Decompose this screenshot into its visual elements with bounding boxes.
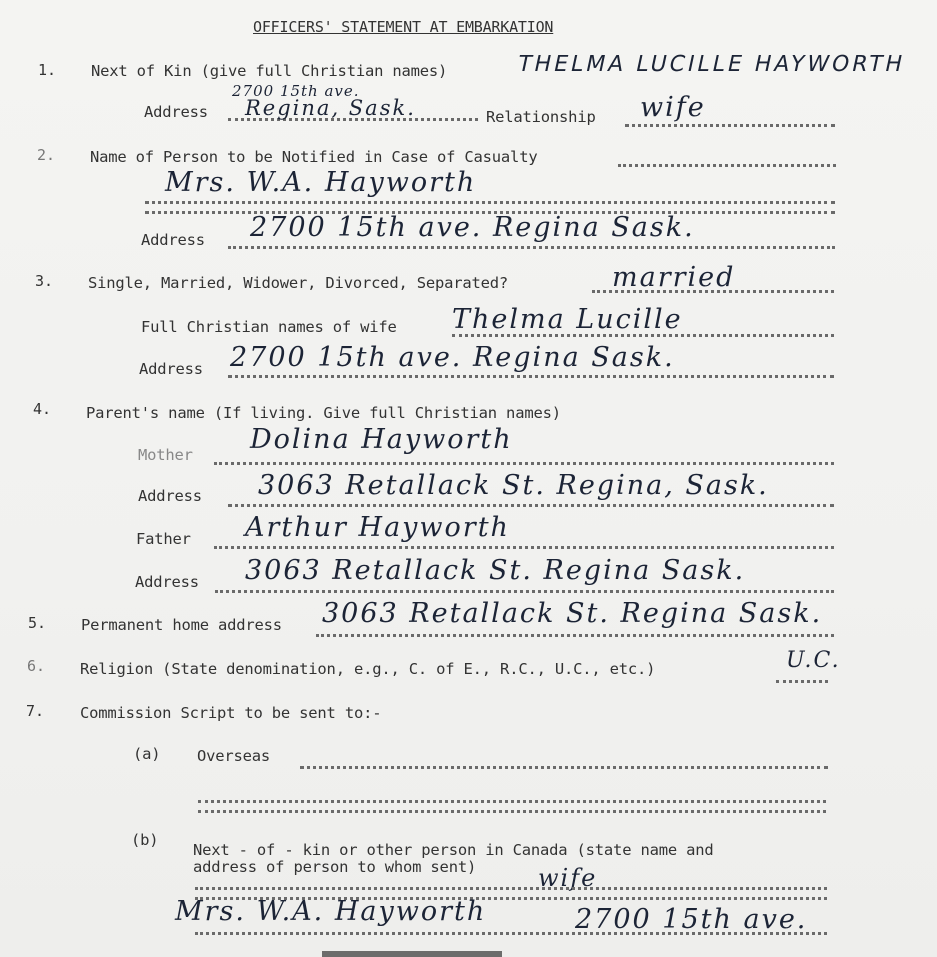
wife-address-value: 2700 15th ave. Regina Sask. — [230, 342, 675, 373]
document-title: OFFICERS' STATEMENT AT EMBARKATION — [253, 18, 554, 36]
notify-address-value: 2700 15th ave. Regina Sask. — [250, 212, 695, 243]
father-value: Arthur Hayworth — [245, 512, 510, 543]
father-label: Father — [136, 530, 191, 548]
address-label: Address — [144, 103, 208, 121]
wife-address-label: Address — [139, 360, 203, 378]
dotted-line — [228, 246, 835, 249]
nok-address-line1: 2700 15th ave. — [232, 82, 360, 100]
father-address-label: Address — [135, 573, 199, 591]
notify-value: Mrs. W.A. Hayworth — [165, 167, 477, 198]
dotted-line — [195, 932, 827, 935]
sub-item-a: (a) — [133, 745, 161, 763]
dotted-line — [195, 887, 827, 890]
next-of-kin-label: Next of Kin (give full Christian names) — [91, 62, 448, 80]
home-address-value: 3063 Retallack St. Regina Sask. — [322, 598, 823, 629]
status-label: Single, Married, Widower, Divorced, Separated? — [88, 274, 509, 292]
dotted-line — [316, 634, 834, 637]
item-number-4: 4. — [33, 400, 52, 418]
religion-label: Religion (State denomination, e.g., C. of E., R.C., U.C., etc.) — [80, 660, 656, 678]
b-value-2: Mrs. W.A. Hayworth — [175, 896, 487, 927]
next-of-kin-value: THELMA LUCILLE HAYWORTH — [515, 52, 908, 77]
commission-label: Commission Script to be sent to:- — [80, 704, 382, 722]
overseas-label: Overseas — [197, 747, 271, 765]
status-value: married — [612, 262, 736, 293]
nok-address-line2: Regina, Sask. — [245, 96, 416, 120]
dotted-line — [215, 590, 834, 593]
sub-item-b: (b) — [131, 831, 159, 849]
mother-value: Dolina Hayworth — [250, 424, 513, 455]
dotted-line — [300, 766, 828, 769]
dotted-line — [198, 810, 826, 813]
dotted-line — [625, 124, 835, 127]
item-number-5: 5. — [28, 614, 47, 632]
b-label-line2: address of person to whom sent) — [193, 858, 477, 876]
b-value-3: 2700 15th ave. — [575, 904, 808, 935]
mother-address-value: 3063 Retallack St. Regina, Sask. — [258, 470, 769, 501]
b-value-1: wife — [538, 864, 598, 892]
mother-address-label: Address — [138, 487, 202, 505]
bottom-strip — [322, 951, 502, 957]
item-number-3: 3. — [35, 272, 54, 290]
item-number-6: 6. — [27, 657, 46, 675]
dotted-line — [618, 164, 836, 167]
item-number-7: 7. — [26, 702, 45, 720]
home-address-label: Permanent home address — [81, 616, 282, 634]
father-address-value: 3063 Retallack St. Regina Sask. — [245, 555, 746, 586]
parents-label: Parent's name (If living. Give full Christian names) — [86, 404, 561, 422]
dotted-line — [228, 375, 834, 378]
religion-value: U.C. — [786, 648, 841, 673]
notify-label: Name of Person to be Notified in Case of Casualty — [90, 148, 538, 166]
mother-label: Mother — [138, 446, 193, 464]
dotted-line — [214, 462, 834, 465]
item-number-2: 2. — [37, 146, 56, 164]
dotted-line — [214, 546, 834, 549]
dotted-line — [776, 680, 828, 683]
wife-label: Full Christian names of wife — [141, 318, 397, 336]
item-number-1: 1. — [38, 61, 57, 79]
dotted-line — [145, 201, 835, 204]
relationship-label: Relationship — [486, 108, 596, 126]
relationship-value: wife — [640, 92, 706, 123]
wife-value: Thelma Lucille — [452, 304, 683, 335]
dotted-line — [228, 504, 834, 507]
notify-address-label: Address — [141, 231, 205, 249]
b-label-line1: Next - of - kin or other person in Canada (state name and — [193, 841, 714, 859]
dotted-line — [198, 800, 826, 803]
